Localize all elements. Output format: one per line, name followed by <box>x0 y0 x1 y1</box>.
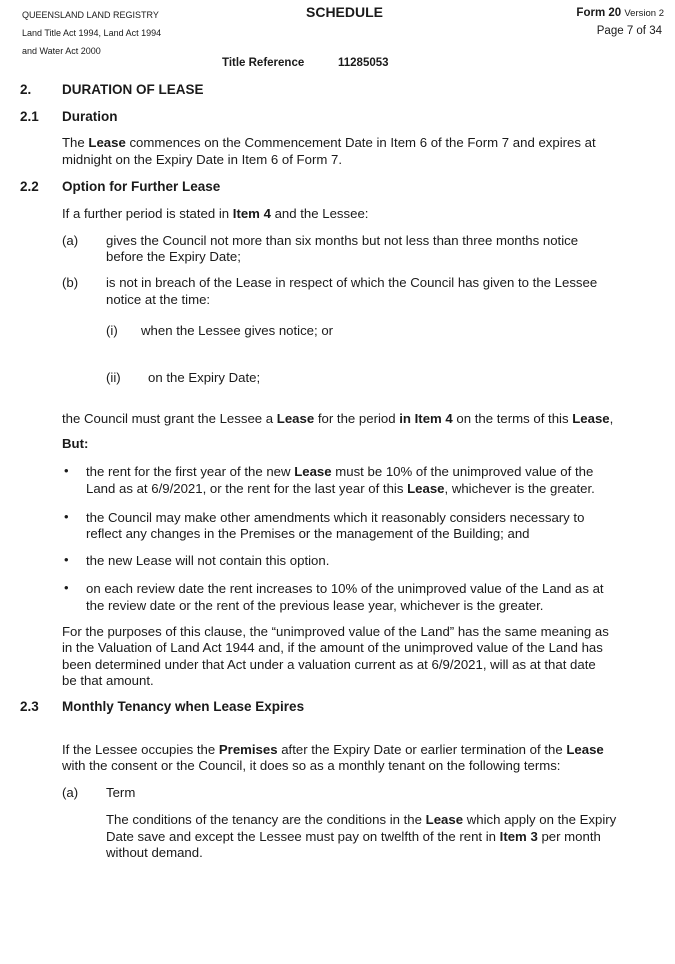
title-reference-value: 11285053 <box>338 57 389 69</box>
bullet-4-line-2: the review date or the rent of the previous lease year, whichever is the greater. <box>86 598 544 613</box>
item-a-label: (a) <box>62 233 79 248</box>
bullet-4-line-1: on each review date the rent increases to 10% of the unimproved value of the Land as at <box>86 581 604 596</box>
item-i-label: (i) <box>106 323 118 338</box>
bullet-2-marker: • <box>64 509 69 524</box>
bullet-3-marker: • <box>64 552 69 567</box>
item-b-line-2: notice at the time: <box>106 292 211 307</box>
term-label: (a) <box>62 785 79 800</box>
bullet-4-marker: • <box>64 580 69 595</box>
form-version: Version 2 <box>624 8 664 19</box>
registry-name: QUEENSLAND LAND REGISTRY <box>22 10 159 20</box>
purposes-line-3: been determined under that Act under a valuation current as at 6/9/2021, will as at that date <box>62 657 596 672</box>
section-2-2-number: 2.2 <box>20 179 39 194</box>
acts-line-1: Land Title Act 1994, Land Act 1994 <box>22 28 162 38</box>
purposes-line-4: be that amount. <box>62 673 154 688</box>
item-a-line-2: before the Expiry Date; <box>106 249 241 264</box>
bullet-2-line-1: the Council may make other amendments which it reasonably considers necessary to <box>86 510 585 525</box>
acts-line-2: and Water Act 2000 <box>22 46 101 56</box>
schedule-title: SCHEDULE <box>306 4 384 20</box>
duration-paragraph-line-1: The Lease commences on the Commencement Date in Item 6 of the Form 7 and expires at <box>62 135 596 150</box>
bullet-1-marker: • <box>64 463 69 478</box>
item-ii-label: (ii) <box>106 370 121 385</box>
bullet-1-line-2: Land as at 6/9/2021, or the rent for the last year of this Lease, whichever is the greater. <box>86 481 595 496</box>
grant-statement: the Council must grant the Lessee a Lease for the period in Item 4 on the terms of this Lease, <box>62 411 614 426</box>
section-2-3-title: Monthly Tenancy when Lease Expires <box>62 699 305 714</box>
page-number: Page 7 of 34 <box>596 25 662 37</box>
purposes-line-1: For the purposes of this clause, the “unimproved value of the Land” has the same meaning as <box>62 624 609 639</box>
item-a-line-1: gives the Council not more than six months but not less than three months notice <box>106 233 579 248</box>
term-title: Term <box>106 785 136 800</box>
duration-paragraph-line-2: midnight on the Expiry Date in Item 6 of Form 7. <box>62 152 342 167</box>
but-heading: But: <box>62 436 89 451</box>
bullet-2-line-2: reflect any changes in the Premises or the management of the Building; and <box>86 526 530 541</box>
item-i-text: when the Lessee gives notice; or <box>141 323 334 338</box>
form-number <box>576 7 664 19</box>
form-main: Form 20 <box>576 7 622 19</box>
section-2-1-title: Duration <box>62 109 118 124</box>
tenancy-line-2: with the consent or the Council, it does so as a monthly tenant on the following terms: <box>62 758 561 773</box>
bullet-3-text: the new Lease will not contain this option. <box>86 553 330 568</box>
section-2-title: DURATION OF LEASE <box>62 82 204 97</box>
term-line-1: The conditions of the tenancy are the conditions in the Lease which apply on the Expiry <box>106 812 617 827</box>
section-2-2-title: Option for Further Lease <box>62 179 221 194</box>
item-ii-text: on the Expiry Date; <box>148 370 261 385</box>
purposes-line-2: in the Valuation of Land Act 1944 and, if the amount of the unimproved value of the Land has <box>62 640 603 655</box>
term-line-2: Date save and except the Lessee must pay on twelfth of the rent in Item 3 per month <box>106 829 601 844</box>
section-2-1-number: 2.1 <box>20 109 39 124</box>
item-b-line-1: is not in breach of the Lease in respect of which the Council has given to the Lessee <box>106 275 598 290</box>
option-intro: If a further period is stated in Item 4 and the Lessee: <box>62 206 369 221</box>
tenancy-line-1: If the Lessee occupies the Premises after the Expiry Date or earlier termination of the Lease <box>62 742 604 757</box>
bullet-1-line-1: the rent for the first year of the new Lease must be 10% of the unimproved value of the <box>86 464 594 479</box>
title-reference-label: Title Reference <box>222 57 305 69</box>
section-2-number: 2. <box>20 82 32 97</box>
item-b-label: (b) <box>62 275 79 290</box>
section-2-3-number: 2.3 <box>20 699 39 714</box>
term-line-3: without demand. <box>106 845 203 860</box>
